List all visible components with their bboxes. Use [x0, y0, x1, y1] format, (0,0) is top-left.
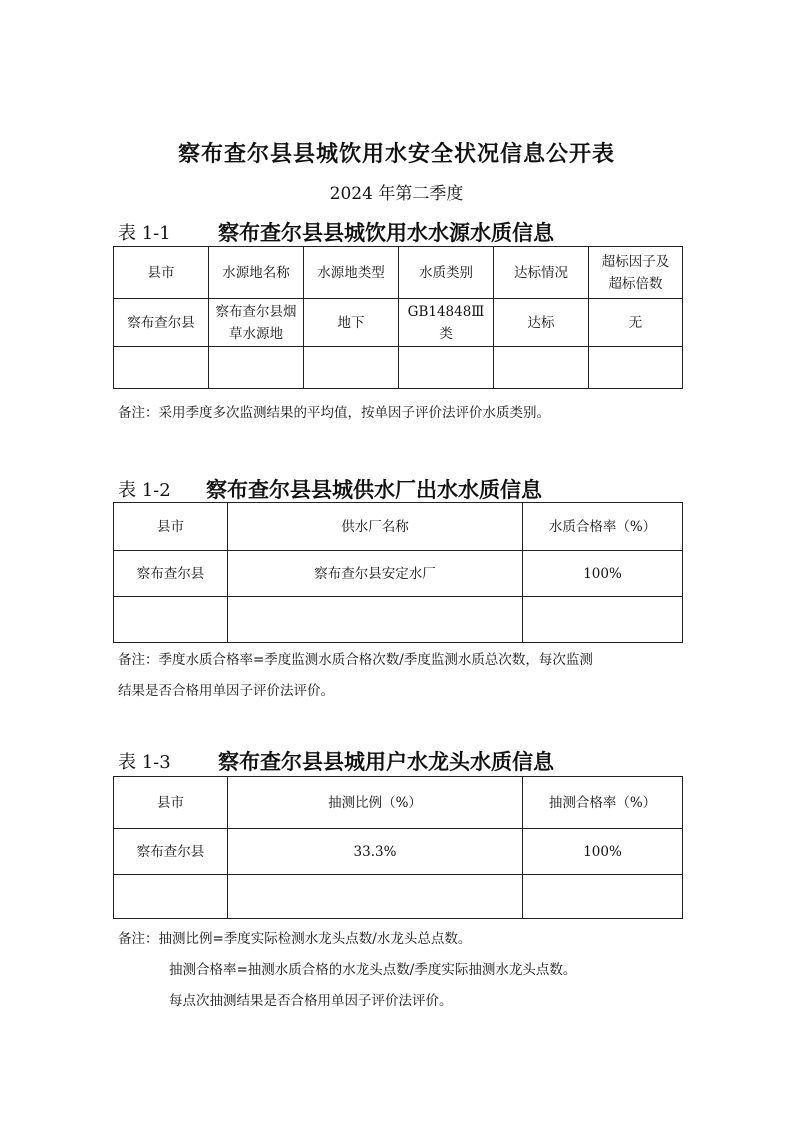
- table-cell: [114, 347, 209, 389]
- header-cell: 县市: [114, 777, 228, 829]
- header-cell: 水源地类型: [304, 247, 399, 299]
- table-header-row: [114, 247, 683, 299]
- header-cell: 县市: [114, 503, 228, 551]
- table-row: [114, 551, 683, 597]
- table-cell: [114, 875, 228, 919]
- header-cell: 抽测合格率（%）: [523, 777, 683, 829]
- table-1-2-note-line-2: 结果是否合格用单因子评价法评价。: [118, 683, 334, 699]
- table-cell: [399, 347, 494, 389]
- table-1-1-caption: [118, 219, 554, 249]
- header-cell: 水质类别: [399, 247, 494, 299]
- table-cell: 察布查尔县烟草水源地: [209, 299, 304, 347]
- table-1-3-note-line-3: 每点次抽测结果是否合格用单因子评价法评价。: [169, 993, 453, 1009]
- table-cell: 察布查尔县: [114, 299, 209, 347]
- table-cell: GB14848Ⅲ类: [399, 299, 494, 347]
- table-row: [114, 829, 683, 875]
- table-cell: [228, 597, 523, 643]
- table-cell: 无: [589, 299, 683, 347]
- table-1-2-title: 察布查尔县县城供水厂出水水质信息: [206, 477, 542, 502]
- table-cell: 察布查尔县: [114, 551, 228, 597]
- header-cell: 供水厂名称: [228, 503, 523, 551]
- table-cell: 100%: [523, 829, 683, 875]
- table-cell: [228, 875, 523, 919]
- header-cell: 水质合格率（%）: [523, 503, 683, 551]
- table-cell: 100%: [523, 551, 683, 597]
- table-cell: [523, 875, 683, 919]
- table-1-3: [113, 776, 683, 919]
- table-1-1-title: 察布查尔县县城饮用水水源水质信息: [218, 220, 554, 245]
- document-subtitle: 2024 年第二季度: [329, 184, 464, 204]
- table-cell: [494, 347, 589, 389]
- table-1-3-number: 表 1-3: [118, 752, 171, 773]
- table-1-2: [113, 502, 683, 643]
- table-1-1-note: 备注：采用季度多次监测结果的平均值，按单因子评价法评价水质类别。: [118, 405, 550, 421]
- table-1-3-note-line-1: 备注：抽测比例=季度实际检测水龙头点数/水龙头总点数。: [118, 931, 472, 947]
- header-cell: 水源地名称: [209, 247, 304, 299]
- table-1-1-number: 表 1-1: [118, 223, 171, 244]
- table-cell: 地下: [304, 299, 399, 347]
- table-1-2-note-line-1: 备注：季度水质合格率=季度监测水质合格次数/季度监测水质总次数，每次监测: [118, 652, 593, 668]
- table-cell: [209, 347, 304, 389]
- table-1-3-title: 察布查尔县县城用户水龙头水质信息: [218, 749, 554, 774]
- table-cell: [523, 597, 683, 643]
- table-cell: 达标: [494, 299, 589, 347]
- table-cell: 33.3%: [228, 829, 523, 875]
- header-cell: 县市: [114, 247, 209, 299]
- table-1-2-number: 表 1-2: [118, 480, 171, 501]
- table-cell: 察布查尔县安定水厂: [228, 551, 523, 597]
- document-title: 察布查尔县县城饮用水安全状况信息公开表: [177, 141, 615, 167]
- table-cell: [114, 597, 228, 643]
- table-cell: [589, 347, 683, 389]
- header-cell: 抽测比例（%）: [228, 777, 523, 829]
- table-header-row: [114, 503, 683, 551]
- table-header-row: [114, 777, 683, 829]
- table-row: [114, 299, 683, 347]
- table-row: [114, 875, 683, 919]
- table-row: [114, 597, 683, 643]
- header-cell: 超标因子及超标倍数: [589, 247, 683, 299]
- table-1-1: [113, 246, 683, 389]
- table-1-3-note-line-2: 抽测合格率=抽测水质合格的水龙头点数/季度实际抽测水龙头点数。: [169, 962, 577, 978]
- table-row: [114, 347, 683, 389]
- table-cell: 察布查尔县: [114, 829, 228, 875]
- table-1-3-caption: [118, 748, 554, 778]
- table-cell: [304, 347, 399, 389]
- header-cell: 达标情况: [494, 247, 589, 299]
